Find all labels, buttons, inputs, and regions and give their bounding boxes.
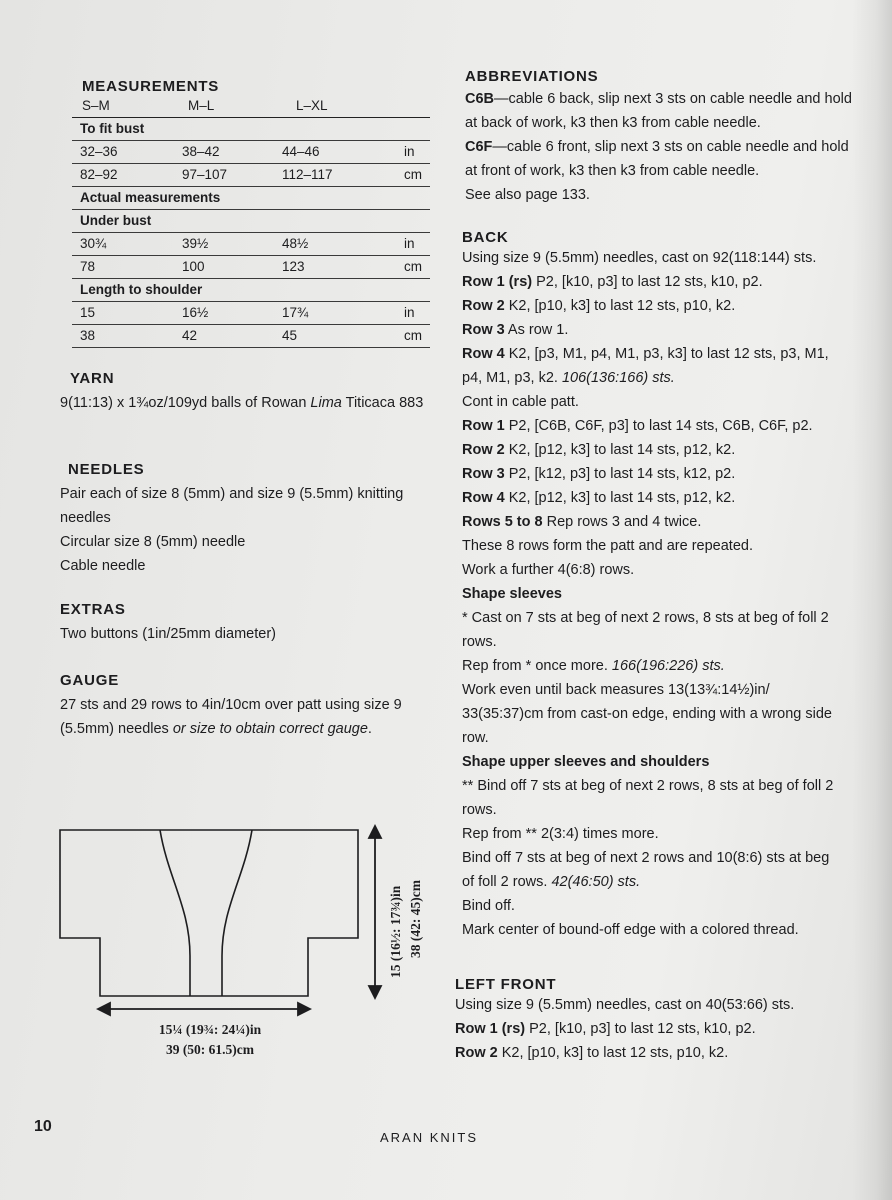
back-row: Row 3 As row 1. — [462, 322, 569, 338]
extras-text: Two buttons (1in/25mm diameter) — [60, 626, 276, 642]
table-row: 32–36 38–42 44–46 in — [72, 141, 430, 164]
garment-outline — [60, 830, 358, 996]
size-1: S–M — [82, 98, 110, 113]
left-front-row: Row 1 (rs) P2, [k10, p3] to last 12 sts, k10, p2. — [455, 1021, 756, 1037]
abbreviations-heading: ABBREVIATIONS — [465, 68, 599, 85]
gauge-text: 27 sts and 29 rows to 4in/10cm over patt using size 9 (5.5mm) needles or size to obtain correct gauge. — [60, 697, 402, 737]
width-arrow-left — [98, 1003, 110, 1015]
back-text: * Cast on 7 sts at beg of next 2 rows, 8 sts at beg of foll 2 rows. — [462, 610, 829, 650]
back-text: Rep from ** 2(3:4) times more. — [462, 826, 659, 842]
back-text: Bind off 7 sts at beg of next 2 rows and 10(8:6) sts at beg of foll 2 rows. 42(46:50) sts. — [462, 850, 830, 890]
left-front-intro: Using size 9 (5.5mm) needles, cast on 40(53:66) sts. — [455, 997, 795, 1013]
back-text: Mark center of bound-off edge with a colored thread. — [462, 922, 799, 938]
shape-upper-heading: Shape upper sleeves and shoulders — [462, 754, 710, 770]
needles-line: Pair each of size 8 (5mm) and size 9 (5.5mm) knitting needles — [60, 486, 404, 526]
back-text: Rep from * once more. 166(196:226) sts. — [462, 658, 725, 674]
back-these: These 8 rows form the patt and are repeated. — [462, 538, 753, 554]
table-row: 15 16½ 17¾ in — [72, 302, 430, 325]
garment-schematic — [40, 818, 440, 1068]
section-label: Length to shoulder — [72, 279, 430, 302]
table-row: 78 100 123 cm — [72, 256, 430, 279]
size-2: M–L — [188, 98, 215, 113]
back-row: Row 1 P2, [C6B, C6F, p3] to last 14 sts, C6B, C6F, p2. — [462, 418, 813, 434]
extras-section — [60, 601, 430, 646]
size-3: L–XL — [296, 98, 328, 113]
section-label: To fit bust — [72, 118, 430, 141]
table-row: 82–92 97–107 112–117 cm — [72, 164, 430, 187]
abbreviation-c6b: C6B—cable 6 back, slip next 3 sts on cable needle and hold at back of work, k3 then k3 from cable needle. — [465, 91, 852, 131]
height-arrow-bottom — [369, 986, 381, 998]
back-row: Row 1 (rs) P2, [k10, p3] to last 12 sts, k10, p2. — [462, 274, 763, 290]
needles-heading: NEEDLES — [68, 461, 145, 478]
width-label-cm: 39 (50: 61.5)cm — [165, 1042, 255, 1057]
back-further: Work a further 4(6:8) rows. — [462, 562, 635, 578]
measurements-table — [72, 78, 430, 348]
width-arrow-right — [298, 1003, 310, 1015]
needles-section — [60, 461, 430, 578]
section-label: Under bust — [72, 210, 430, 233]
gauge-heading: GAUGE — [60, 672, 120, 689]
abbreviation-c6f: C6F—cable 6 front, slip next 3 sts on cable needle and hold at front of work, k3 then k3 from cable needle. — [465, 139, 849, 179]
back-row: Row 3 P2, [k12, p3] to last 14 sts, k12, p2. — [462, 466, 736, 482]
neck-left-line — [160, 830, 190, 996]
yarn-text: 9(11:13) x 1¾oz/109yd balls of Rowan Lima Titicaca 883 — [60, 395, 424, 411]
gauge-section — [60, 672, 430, 741]
yarn-heading: YARN — [70, 370, 115, 387]
height-arrow-top — [369, 826, 381, 838]
needles-line: Circular size 8 (5mm) needle — [60, 534, 246, 550]
back-row: Row 4 K2, [p3, M1, p4, M1, p3, k3] to last 12 sts, p3, M1, p4, M1, p3, k2. 106(136:166) sts. — [462, 346, 829, 386]
back-heading: BACK — [462, 229, 509, 246]
back-text: Work even until back measures 13(13¾:14½)in/ 33(35:37)cm from cast-on edge, ending with a wrong side row. — [462, 682, 832, 746]
section-label: Actual measurements — [72, 187, 430, 210]
table-row: 30¾ 39½ 48½ in — [72, 233, 430, 256]
back-row: Rows 5 to 8 Rep rows 3 and 4 twice. — [462, 514, 702, 530]
shape-sleeves-heading: Shape sleeves — [462, 586, 562, 602]
yarn-section — [60, 370, 430, 415]
back-intro: Using size 9 (5.5mm) needles, cast on 92(118:144) sts. — [462, 250, 817, 266]
back-text: ** Bind off 7 sts at beg of next 2 rows, 8 sts at beg of foll 2 rows. — [462, 778, 834, 818]
neck-right-line — [222, 830, 252, 996]
height-label-in: 15 (16½: 17¾)in — [388, 885, 403, 978]
left-front-heading: LEFT FRONT — [455, 976, 557, 993]
book-title-footer: ARAN KNITS — [380, 1130, 479, 1145]
back-row: Row 2 K2, [p12, k3] to last 14 sts, p12, k2. — [462, 442, 736, 458]
back-row: Row 2 K2, [p10, k3] to last 12 sts, p10, k2. — [462, 298, 736, 314]
back-text: Bind off. — [462, 898, 515, 914]
table-row: 38 42 45 cm — [72, 325, 430, 348]
width-label-in: 15¼ (19¾: 24¼)in — [158, 1022, 262, 1037]
back-row: Row 4 K2, [p12, k3] to last 14 sts, p12, k2. — [462, 490, 736, 506]
extras-heading: EXTRAS — [60, 601, 126, 618]
sizes-row — [72, 95, 430, 118]
height-label-cm: 38 (42: 45)cm — [408, 880, 423, 958]
measurements-heading: MEASUREMENTS — [82, 78, 220, 95]
needles-line: Cable needle — [60, 558, 146, 574]
page-number: 10 — [34, 1118, 52, 1135]
see-also: See also page 133. — [465, 187, 590, 203]
left-front-row: Row 2 K2, [p10, k3] to last 12 sts, p10, k2. — [455, 1045, 729, 1061]
back-section — [462, 229, 842, 942]
abbreviations-section — [465, 68, 855, 207]
left-front-section — [455, 976, 835, 1065]
page-edge-shadow — [852, 0, 892, 1200]
back-cont: Cont in cable patt. — [462, 394, 579, 410]
